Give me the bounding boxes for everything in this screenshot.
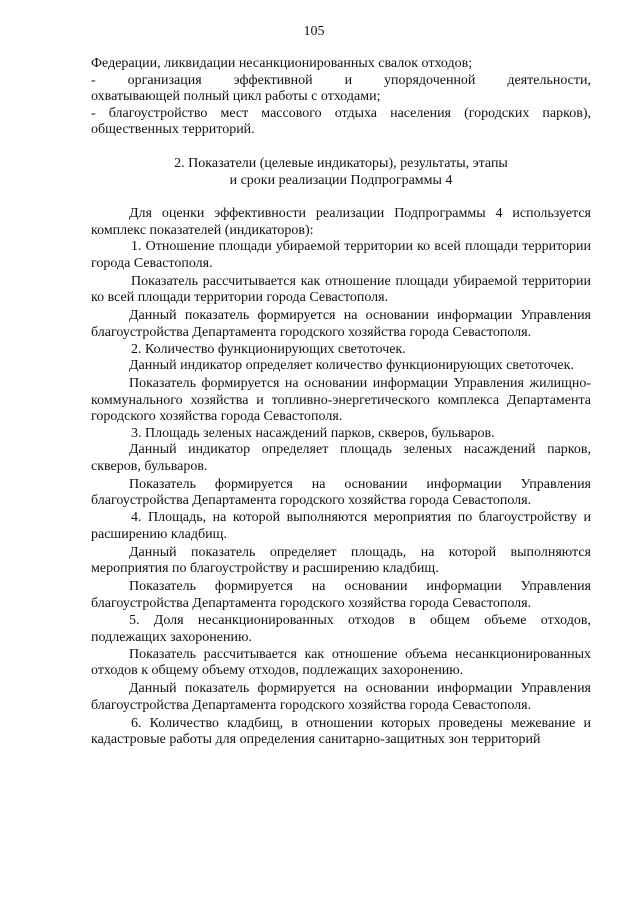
indicator-1-source: Данный показатель формируется на основании информации Управления благоустройства Департамента городского хозяйства города Севастополя. — [91, 308, 591, 340]
indicator-3-title: 3. Площадь зеленых насаждений парков, скверов, бульваров. — [131, 425, 495, 441]
bullet-line-1: - организация эффективной и упорядоченной деятельности, — [91, 72, 591, 88]
bullet-line-2: охватывающей полный цикл работы с отходами; — [91, 89, 381, 105]
indicator-2-title: 2. Количество функционирующих светоточек. — [131, 341, 406, 357]
page-number: 105 — [303, 24, 325, 39]
indicator-4-title: 4. Площадь, на которой выполняются мероприятия по благоустройству и расширению кладбищ. — [91, 510, 591, 542]
heading-line-2: и сроки реализации Подпрограммы 4 — [229, 172, 453, 188]
indicator-4-source: Показатель формируется на основании информации Управления благоустройства Департамента городского хозяйства города Севастополя. — [91, 579, 591, 611]
indicator-1-title: 1. Отношение площади убираемой территории ко всей площади территории города Севастополя. — [91, 239, 591, 271]
paragraph-intro: Для оценки эффективности реализации Подпрограммы 4 используется комплекс показателей (индикаторов): — [91, 206, 591, 238]
intro-line: Федерации, ликвидации несанкционированных свалок отходов; — [91, 56, 473, 71]
indicator-5-source: Данный показатель формируется на основании информации Управления благоустройства Департамента городского хозяйства города Севастополя. — [91, 681, 591, 713]
indicator-1-calc: Показатель рассчитывается как отношение площади убираемой территории ко всей площади территории города Севастополя. — [91, 273, 591, 306]
indicator-5-title: 5. Доля несанкционированных отходов в общем объеме отходов, подлежащих захоронению. — [91, 613, 591, 646]
indicator-3-definition: Данный индикатор определяет площадь зеленых насаждений парков, скверов, бульваров. — [91, 442, 591, 474]
document-body — [91, 56, 591, 749]
indicator-6-title: 6. Количество кладбищ, в отношении которых проведены межевание и кадастровые работы для определения санитарно-защитных зон территорий — [91, 715, 591, 748]
section-heading — [91, 156, 591, 189]
heading-line-1: 2. Показатели (целевые индикаторы), результаты, этапы — [174, 155, 508, 171]
indicator-2-source: Показатель формируется на основании информации Управления жилищно-коммунального хозяйства и топливно-энергетического комплекса Департамента городского хозяйства города Севастополя. — [91, 375, 591, 425]
bullet-parks: - благоустройство мест массового отдыха населения (городских парков), общественных территорий. — [91, 105, 591, 138]
indicator-5-calc: Показатель рассчитывается как отношение объема несанкционированных отходов к общему объему отходов, подлежащих захоронению. — [91, 646, 591, 679]
indicator-2-definition: Данный индикатор определяет количество функционирующих светоточек. — [129, 358, 574, 374]
indicator-3-source: Показатель формируется на основании информации Управления благоустройства Департамента городского хозяйства города Севастополя. — [91, 476, 591, 509]
indicator-4-definition: Данный показатель определяет площадь, на которой выполняются мероприятия по благоустройству и расширению кладбищ. — [91, 544, 591, 577]
